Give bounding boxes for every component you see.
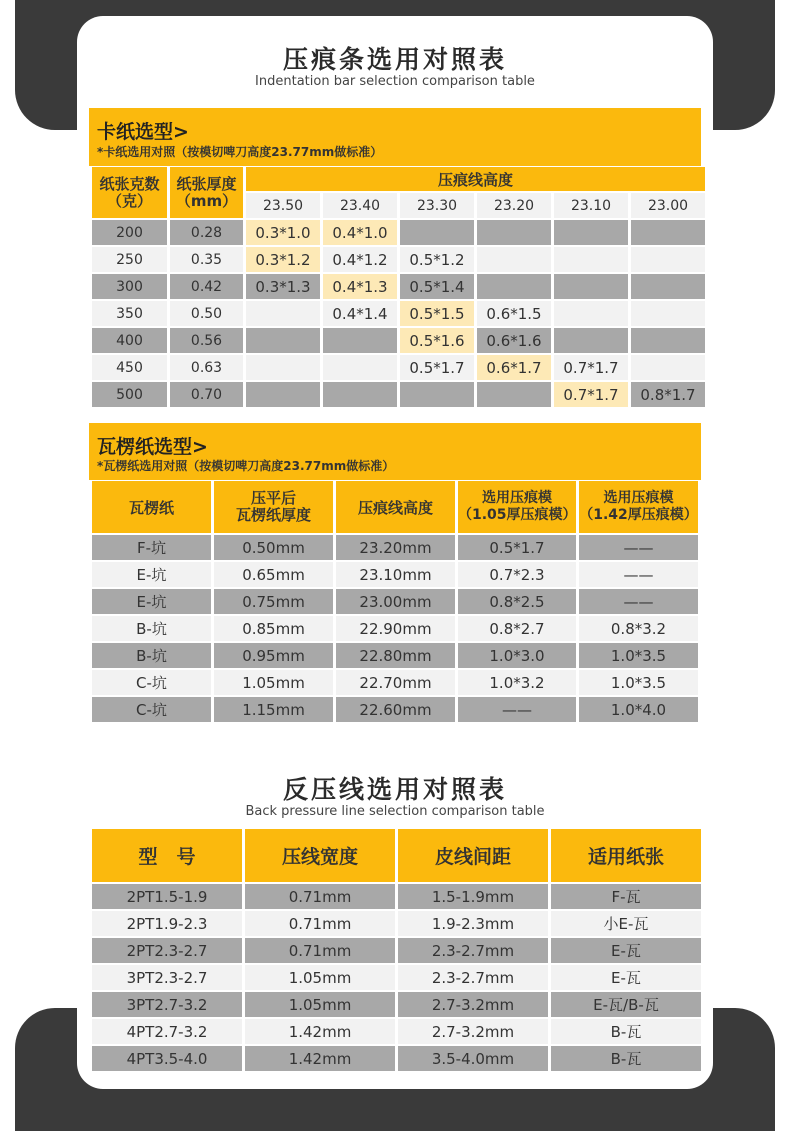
crease-size: 0.5*1.6 [400, 328, 474, 353]
corrugated-m142: 1.0*3.5 [579, 643, 698, 668]
back-paper: B-瓦 [551, 1019, 701, 1044]
header-line: 纸张克数 [99, 174, 160, 193]
corrugated-header-row [92, 481, 698, 533]
col-thickness-header [170, 167, 243, 218]
back-data-row [92, 938, 701, 963]
corrugated-m142: —— [579, 589, 698, 614]
corrugated-m142: —— [579, 535, 698, 560]
card-data-row [92, 220, 705, 245]
back-paper: E-瓦/B-瓦 [551, 992, 701, 1017]
corrugated-m105: —— [458, 697, 576, 722]
crease-size [246, 382, 320, 407]
corrugated-data-row [92, 616, 698, 641]
crease-size [477, 274, 551, 299]
paper-thickness: 0.35 [170, 247, 243, 272]
back-spacing: 2.3-2.7mm [398, 965, 548, 990]
back-width: 1.05mm [245, 992, 395, 1017]
back-width: 0.71mm [245, 911, 395, 936]
header-line: 瓦楞纸厚度 [235, 506, 311, 524]
crease-size [246, 355, 320, 380]
corrugated-type: C-坑 [92, 697, 211, 722]
back-width: 1.42mm [245, 1046, 395, 1071]
back-data-row [92, 965, 701, 990]
back-data-row [92, 1046, 701, 1071]
corrugated-data-row [92, 670, 698, 695]
corrugated-m105: 0.8*2.7 [458, 616, 576, 641]
back-model: 3PT2.7-3.2 [92, 992, 242, 1017]
corrugated-m105: 0.8*2.5 [458, 589, 576, 614]
corrugated-height: 22.60mm [336, 697, 455, 722]
paper-weight: 300 [92, 274, 167, 299]
corrugated-m142: —— [579, 562, 698, 587]
crease-size: 0.8*1.7 [631, 382, 705, 407]
header-line: 选用压痕模 [603, 490, 674, 506]
corrugated-data-row [92, 589, 698, 614]
back-spacing: 3.5-4.0mm [398, 1046, 548, 1071]
back-data-row [92, 1019, 701, 1044]
height-value: 23.40 [323, 193, 397, 218]
paper-thickness: 0.42 [170, 274, 243, 299]
back-width: 1.05mm [245, 965, 395, 990]
crease-size: 0.3*1.2 [246, 247, 320, 272]
back-model: 3PT2.3-2.7 [92, 965, 242, 990]
height-value: 23.20 [477, 193, 551, 218]
crease-size [246, 301, 320, 326]
corrugated-data-row [92, 562, 698, 587]
paper-thickness: 0.50 [170, 301, 243, 326]
crease-size: 0.3*1.0 [246, 220, 320, 245]
crease-size: 0.7*1.7 [554, 382, 628, 407]
crease-size: 0.4*1.0 [323, 220, 397, 245]
crease-size [554, 301, 628, 326]
crease-size [400, 382, 474, 407]
crease-size: 0.6*1.6 [477, 328, 551, 353]
corrugated-data-row [92, 643, 698, 668]
corrugated-height: 23.00mm [336, 589, 455, 614]
paper-thickness: 0.28 [170, 220, 243, 245]
crease-size [477, 220, 551, 245]
col-width: 压线宽度 [245, 829, 395, 882]
paper-thickness: 0.70 [170, 382, 243, 407]
corrugated-type: E-坑 [92, 562, 211, 587]
back-width: 1.42mm [245, 1019, 395, 1044]
section2-title: 反压线选用对照表 [282, 775, 507, 804]
crease-size: 0.5*1.2 [400, 247, 474, 272]
corrugated-thick: 0.85mm [214, 616, 333, 641]
crease-size [554, 328, 628, 353]
crease-size [477, 382, 551, 407]
corrugated-type: B-坑 [92, 643, 211, 668]
crease-size [554, 247, 628, 272]
corrugated-thick: 1.15mm [214, 697, 333, 722]
corrugated-data-row [92, 535, 698, 560]
paper-weight: 250 [92, 247, 167, 272]
col-mold-142 [579, 481, 698, 533]
crease-size [631, 301, 705, 326]
crease-size [246, 328, 320, 353]
crease-size: 0.7*1.7 [554, 355, 628, 380]
header-line: （1.42厚压痕模） [579, 507, 698, 523]
paper-weight: 450 [92, 355, 167, 380]
section1-title: 压痕条选用对照表 [282, 45, 507, 74]
crease-size [477, 247, 551, 272]
crease-size [554, 274, 628, 299]
back-pressure-table [89, 827, 704, 1073]
crease-size: 0.3*1.3 [246, 274, 320, 299]
corrugated-heading-title: 瓦楞纸选型> [97, 436, 208, 458]
corrugated-data-row [92, 697, 698, 722]
back-header-row [92, 829, 701, 882]
corrugated-m105: 0.5*1.7 [458, 535, 576, 560]
header-line: 纸张厚度 [176, 174, 237, 193]
back-spacing: 1.9-2.3mm [398, 911, 548, 936]
back-data-row [92, 992, 701, 1017]
corrugated-thick: 0.65mm [214, 562, 333, 587]
paper-thickness: 0.63 [170, 355, 243, 380]
card-paper-heading-note: *卡纸选用对照（按模切啤刀高度23.77mm做标准） [97, 145, 383, 159]
header-line: （mm） [175, 191, 238, 210]
corrugated-heading-note: *瓦楞纸选用对照（按模切啤刀高度23.77mm做标准） [97, 459, 395, 473]
back-paper: F-瓦 [551, 884, 701, 909]
paper-weight: 500 [92, 382, 167, 407]
col-paper: 适用纸张 [551, 829, 701, 882]
back-model: 2PT2.3-2.7 [92, 938, 242, 963]
crease-size: 0.5*1.5 [400, 301, 474, 326]
header-line: 压平后 [250, 489, 296, 507]
height-value: 23.00 [631, 193, 705, 218]
card-paper-heading-title: 卡纸选型> [97, 121, 189, 143]
crease-size [323, 382, 397, 407]
corrugated-height: 22.90mm [336, 616, 455, 641]
crease-size [554, 220, 628, 245]
corrugated-thick: 1.05mm [214, 670, 333, 695]
section1-subtitle: Indentation bar selection comparison table [255, 74, 535, 89]
paper-weight: 350 [92, 301, 167, 326]
card-data-row [92, 301, 705, 326]
col-corrugated-type: 瓦楞纸 [92, 481, 211, 533]
corrugated-height: 23.20mm [336, 535, 455, 560]
col-mold-105 [458, 481, 576, 533]
height-value: 23.30 [400, 193, 474, 218]
corrugated-type: B-坑 [92, 616, 211, 641]
height-value: 23.50 [246, 193, 320, 218]
corrugated-m142: 0.8*3.2 [579, 616, 698, 641]
card-paper-table [89, 165, 708, 409]
corrugated-m105: 0.7*2.3 [458, 562, 576, 587]
card-data-row [92, 247, 705, 272]
corrugated-type: F-坑 [92, 535, 211, 560]
back-data-row [92, 911, 701, 936]
corrugated-height: 23.10mm [336, 562, 455, 587]
back-model: 4PT2.7-3.2 [92, 1019, 242, 1044]
crease-size: 0.5*1.7 [400, 355, 474, 380]
card-data-row [92, 274, 705, 299]
col-crease-height: 压痕线高度 [336, 481, 455, 533]
crease-size: 0.6*1.5 [477, 301, 551, 326]
crease-size [400, 220, 474, 245]
back-width: 0.71mm [245, 884, 395, 909]
corrugated-height: 22.80mm [336, 643, 455, 668]
back-data-row [92, 884, 701, 909]
crease-size [323, 355, 397, 380]
crease-size [631, 355, 705, 380]
back-width: 0.71mm [245, 938, 395, 963]
col-weight-header [92, 167, 167, 218]
card-paper-heading [89, 108, 701, 166]
back-spacing: 2.7-3.2mm [398, 992, 548, 1017]
back-paper: B-瓦 [551, 1046, 701, 1071]
corrugated-thick: 0.75mm [214, 589, 333, 614]
section2-subtitle: Back pressure line selection comparison table [245, 804, 545, 819]
corrugated-thick: 0.95mm [214, 643, 333, 668]
crease-size [631, 220, 705, 245]
corrugated-m142: 1.0*4.0 [579, 697, 698, 722]
card-header-row [92, 167, 705, 191]
paper-weight: 400 [92, 328, 167, 353]
crease-size [323, 328, 397, 353]
crease-size [631, 328, 705, 353]
card-data-row [92, 382, 705, 407]
col-flat-thickness [214, 481, 333, 533]
back-model: 4PT3.5-4.0 [92, 1046, 242, 1071]
crease-size: 0.5*1.4 [400, 274, 474, 299]
corrugated-m142: 1.0*3.5 [579, 670, 698, 695]
card-data-row [92, 355, 705, 380]
crease-size: 0.4*1.2 [323, 247, 397, 272]
crease-size: 0.4*1.4 [323, 301, 397, 326]
corrugated-type: C-坑 [92, 670, 211, 695]
header-line: （克） [106, 191, 152, 210]
corrugated-thick: 0.50mm [214, 535, 333, 560]
corrugated-m105: 1.0*3.0 [458, 643, 576, 668]
corrugated-m105: 1.0*3.2 [458, 670, 576, 695]
back-model: 2PT1.5-1.9 [92, 884, 242, 909]
back-spacing: 2.7-3.2mm [398, 1019, 548, 1044]
back-spacing: 2.3-2.7mm [398, 938, 548, 963]
back-paper: E-瓦 [551, 938, 701, 963]
corrugated-type: E-坑 [92, 589, 211, 614]
height-value: 23.10 [554, 193, 628, 218]
back-model: 2PT1.9-2.3 [92, 911, 242, 936]
header-line: （1.05厚压痕模） [458, 507, 577, 523]
paper-thickness: 0.56 [170, 328, 243, 353]
corrugated-table [89, 479, 701, 724]
col-spacing: 皮线间距 [398, 829, 548, 882]
back-spacing: 1.5-1.9mm [398, 884, 548, 909]
back-paper: 小E-瓦 [551, 911, 701, 936]
corrugated-heading [89, 423, 701, 480]
crease-size [631, 247, 705, 272]
paper-weight: 200 [92, 220, 167, 245]
col-model: 型 号 [92, 829, 242, 882]
back-paper: E-瓦 [551, 965, 701, 990]
col-height-header: 压痕线高度 [246, 167, 705, 191]
crease-size: 0.6*1.7 [477, 355, 551, 380]
crease-size: 0.4*1.3 [323, 274, 397, 299]
crease-size [631, 274, 705, 299]
card-data-row [92, 328, 705, 353]
corrugated-height: 22.70mm [336, 670, 455, 695]
header-line: 选用压痕模 [482, 490, 552, 506]
